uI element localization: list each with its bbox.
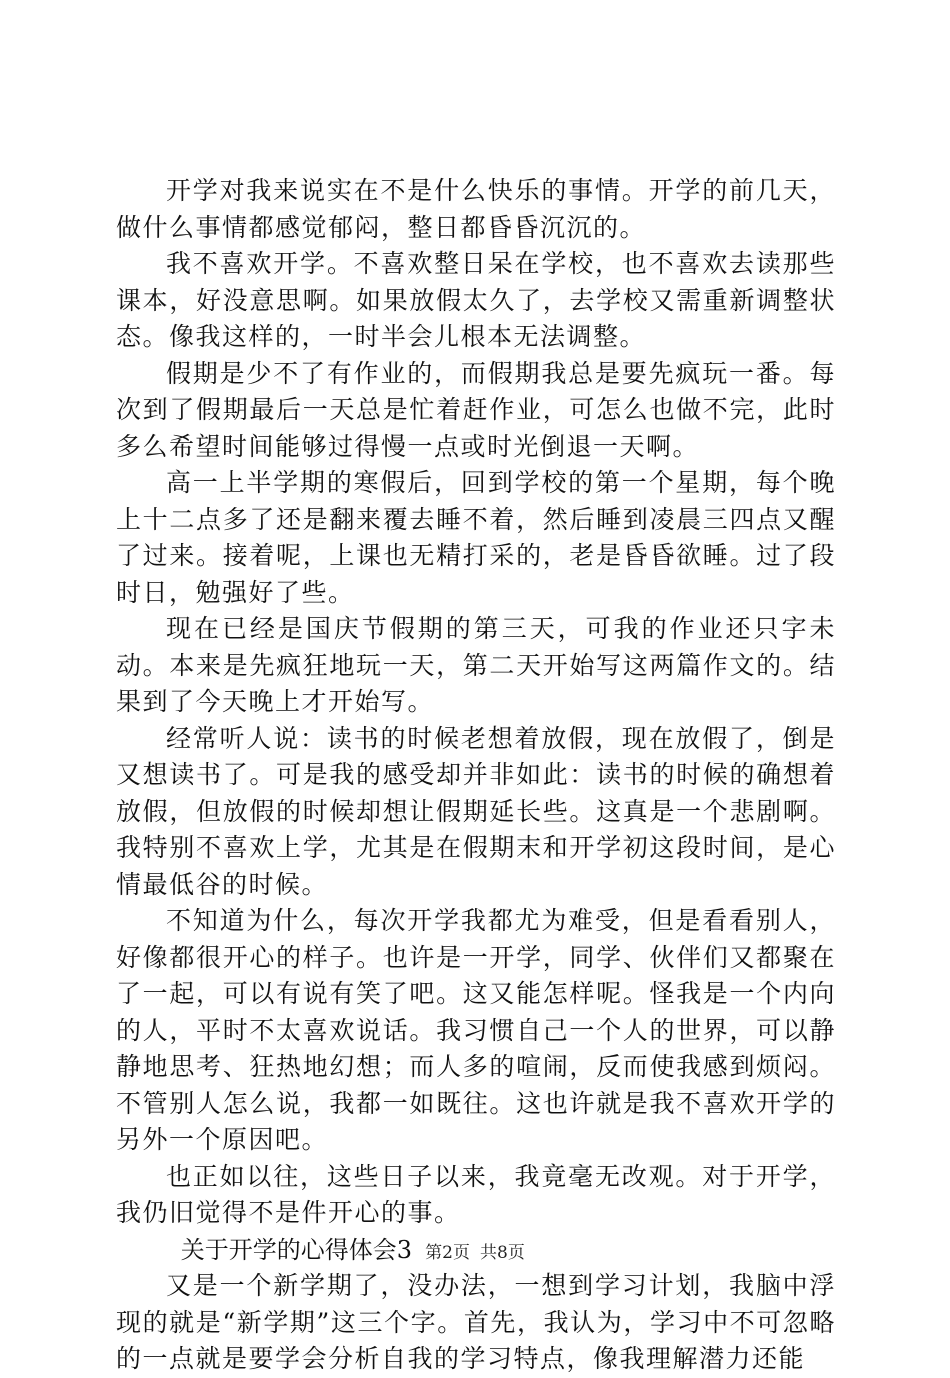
paragraph-3: 假期是少不了有作业的，而假期我总是要先疯玩一番。每次到了假期最后一天总是忙着赶作业，可怎么也做不完，此时多么希望时间能够过得慢一点或时光倒退一天啊。 bbox=[116, 358, 836, 461]
paragraph-5: 现在已经是国庆节假期的第三天，可我的作业还只字未动。本来是先疯狂地玩一天，第二天开始写这两篇作文的。结果到了今天晚上才开始写。 bbox=[116, 614, 836, 716]
section-heading: 关于开学的心得体会3 bbox=[180, 1235, 413, 1264]
document-body bbox=[116, 173, 836, 1378]
paragraph-4: 高一上半学期的寒假后，回到学校的第一个星期，每个晚上十二点多了还是翻来覆去睡不着，然后睡到凌晨三四点又醒了过来。接着呢，上课也无精打采的，老是昏昏欲睡。过了段时日，勉强好了些。 bbox=[116, 468, 836, 607]
page-footer bbox=[0, 1241, 950, 1265]
paragraph-final: 又是一个新学期了，没办法，一想到学习计划，我脑中浮现的就是“新学期”这三个字。首先，我认为，学习中不可忽略的一点就是要学会分析自我的学习特点，像我理解潜力还能 bbox=[116, 1271, 836, 1373]
page-number: 第2页 bbox=[425, 1243, 470, 1263]
paragraph-1: 开学对我来说实在不是什么快乐的事情。开学的前几天，做什么事情都感觉郁闷，整日都昏昏沉沉的。 bbox=[116, 176, 836, 242]
paragraph-7: 不知道为什么，每次开学我都尤为难受，但是看看别人，好像都很开心的样子。也许是一开学，同学、伙伴们又都聚在了一起，可以有说有笑了吧。这又能怎样呢。怪我是一个内向的人，平时不太喜欢说话。我习惯自己一个人的世界，可以静静地思考、狂热地幻想；而人多的喧闹，反而使我感到烦闷。不管别人怎么说，我都一如既往。这也许就是我不喜欢开学的另外一个原因吧。 bbox=[116, 906, 836, 1154]
paragraph-6: 经常听人说：读书的时候老想着放假，现在放假了，倒是又想读书了。可是我的感受却并非如此：读书的时候的确想着放假，但放假的时候却想让假期延长些。这真是一个悲剧啊。我特别不喜欢上学，尤其是在假期末和开学初这段时间，是心情最低谷的时候。 bbox=[116, 723, 836, 899]
paragraph-2: 我不喜欢开学。不喜欢整日呆在学校，也不喜欢去读那些课本，好没意思啊。如果放假太久了，去学校又需重新调整状态。像我这样的，一时半会儿根本无法调整。 bbox=[116, 249, 836, 351]
paragraph-8: 也正如以往，这些日子以来，我竟毫无改观。对于开学，我仍旧觉得不是件开心的事。 bbox=[116, 1161, 836, 1227]
page-total: 共8页 bbox=[480, 1243, 525, 1263]
